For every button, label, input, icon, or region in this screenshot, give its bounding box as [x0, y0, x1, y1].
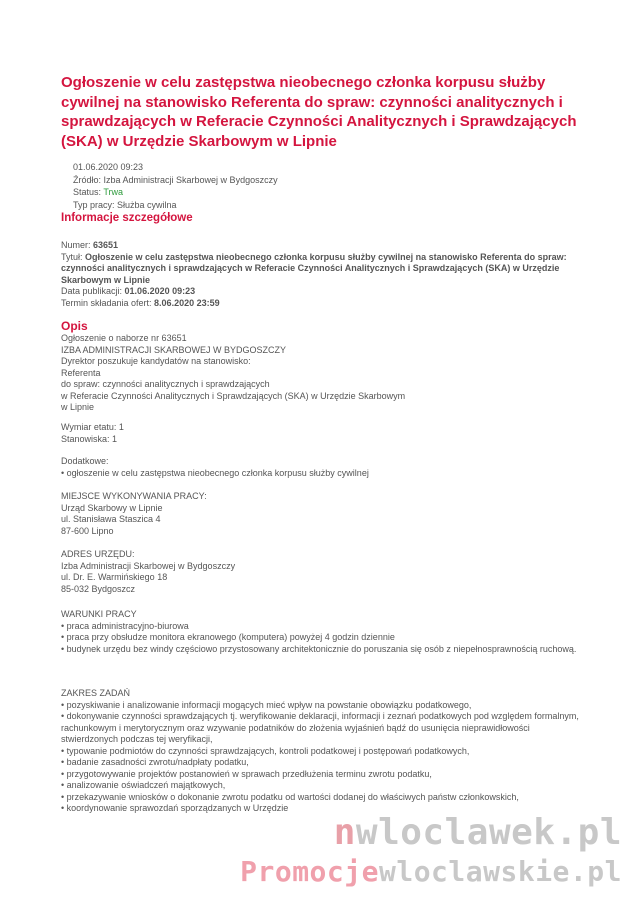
deadline-label: Termin składania ofert:	[61, 297, 155, 308]
text-line: WARUNKI PRACY	[61, 609, 137, 619]
watermark-logo-line1	[334, 812, 622, 853]
details-block	[61, 240, 591, 309]
opis-etat	[61, 422, 581, 445]
text-line: • praca administracyjno-biurowa	[61, 620, 189, 631]
opis-warunki	[61, 609, 581, 655]
detail-publication	[61, 286, 591, 298]
detail-deadline	[61, 298, 591, 310]
number-label: Numer:	[61, 240, 94, 250]
text-line: • praca przy obsłudze monitora ekranowego (komputera) powyżej 4 godzin dziennie	[61, 632, 395, 642]
text-line: MIEJSCE WYKONYWANIA PRACY:	[61, 491, 207, 501]
text-line: • koordynowanie sprawozdań sporządzanych w Urzędzie	[61, 803, 289, 813]
text-line: do spraw: czynności analitycznych i sprawdzających	[61, 379, 270, 389]
opis-dodatkowe	[61, 456, 581, 479]
text-line: • analizowanie oświadczeń majątkowych,	[61, 780, 226, 790]
watermark-prefix: n	[333, 812, 356, 853]
text-line: Referenta	[61, 367, 101, 378]
text-line: w Referacie Czynności Analitycznych i Sprawdzających (SKA) w Urzędzie Skarbowym	[61, 390, 406, 401]
text-line: w Lipnie	[61, 402, 95, 412]
text-line: Dyrektor poszukuje kandydatów na stanowisko:	[61, 356, 251, 366]
text-line: • pozyskiwanie i analizowanie informacji mogących mieć wpływ na powstanie obowiązku podatkowego,	[61, 699, 472, 710]
text-line: Wymiar etatu: 1	[61, 422, 124, 432]
status-value: Trwa	[103, 187, 124, 197]
meta-block	[73, 161, 278, 211]
meta-work-type: Typ pracy: Służba cywilna	[73, 199, 177, 210]
text-line: Stanowiska: 1	[61, 433, 118, 444]
text-line: • typowanie podmiotów do czynności sprawdzających, kontroli podatkowej i postępowań podatkowych,	[61, 745, 470, 756]
opis-zakres	[61, 688, 581, 815]
meta-status	[73, 186, 278, 199]
opis-heading: Opis	[61, 319, 88, 333]
text-line: • przekazywanie wniosków o dokonanie zwrotu podatku od wartości dodanej do właściwych państw członkowskich,	[61, 791, 519, 802]
status-label: Status:	[73, 187, 104, 197]
number-value: 63651	[93, 240, 119, 250]
info-heading: Informacje szczegółowe	[61, 212, 193, 224]
watermark-logo-line2	[240, 855, 622, 888]
opis-intro	[61, 333, 581, 414]
text-line: • badanie zasadności zwrotu/nadpłaty podatku,	[61, 757, 249, 767]
text-line: • budynek urzędu bez windy częściowo przystosowany architektonicznie do poruszania się osób z niepełnosprawnością ruchową.	[61, 643, 577, 654]
watermark-rest: wloclawek.pl	[355, 812, 622, 853]
title-label: Tytuł:	[61, 251, 86, 262]
deadline-value: 8.06.2020 23:59	[154, 297, 220, 308]
opis-miejsce	[61, 491, 581, 537]
text-line: Ogłoszenie o naborze nr 63651	[61, 333, 187, 343]
pub-value: 01.06.2020 09:23	[124, 286, 196, 296]
detail-number	[61, 240, 591, 252]
page-title: Ogłoszenie w celu zastępstwa nieobecnego członka korpusu służby cywilnej na stanowisko Referenta do spraw: czynności analitycznych i sprawdzających w Referacie Czynności Analitycznych i Sprawdzających (SKA) w Urzędzie Skarbowym w Lipnie	[61, 74, 577, 150]
text-line: • przygotowywanie projektów postanowień w sprawach przedłużenia terminu zwrotu podatku,	[61, 768, 432, 779]
text-line: Dodatkowe:	[61, 456, 109, 466]
text-line: 85-032 Bydgoszcz	[61, 583, 136, 594]
opis-adres	[61, 549, 581, 595]
text-line: ul. Stanisława Staszica 4	[61, 514, 161, 524]
text-line: ADRES URZĘDU:	[61, 549, 135, 559]
title-value: Ogłoszenie w celu zastępstwa nieobecnego członka korpusu służby cywilnej na stanowisko Referenta do spraw: czynności analitycznych i sprawdzających w Referacie Czynności Analitycznych i Sprawdzających (SKA) w Urzędzie Skarbowym w Lipnie	[61, 251, 567, 285]
text-line: IZBA ADMINISTRACJI SKARBOWEJ W BYDGOSZCZY	[61, 344, 287, 355]
text-line: 87-600 Lipno	[61, 525, 114, 536]
text-line: Izba Administracji Skarbowej w Bydgoszczy	[61, 560, 236, 571]
text-line: • ogłoszenie w celu zastępstwa nieobecnego członka korpusu służby cywilnej	[61, 467, 369, 478]
pub-label: Data publikacji:	[61, 286, 125, 296]
text-line: Urząd Skarbowy w Lipnie	[61, 502, 163, 513]
text-line: ul. Dr. E. Warmińskiego 18	[61, 572, 168, 582]
text-line: ZAKRES ZADAŃ	[61, 688, 131, 698]
meta-source: Źródło: Izba Administracji Skarbowej w Bydgoszczy	[73, 174, 278, 185]
watermark-rest: wloclawskie.pl	[378, 855, 622, 888]
meta-date: 01.06.2020 09:23	[73, 162, 144, 172]
watermark-prefix: Promocje	[240, 855, 379, 888]
detail-title	[61, 252, 591, 287]
text-line: • dokonywanie czynności sprawdzających tj. weryfikowanie deklaracji, informacji i zeznań podatkowych pod względem formalnym, rachunkowym i merytorycznym oraz wzywanie podatników do złożenia wyjaśnień bądź do usunięcia nieprawidłowości stwierdzonych podczas tej weryfikacji,	[61, 711, 579, 744]
